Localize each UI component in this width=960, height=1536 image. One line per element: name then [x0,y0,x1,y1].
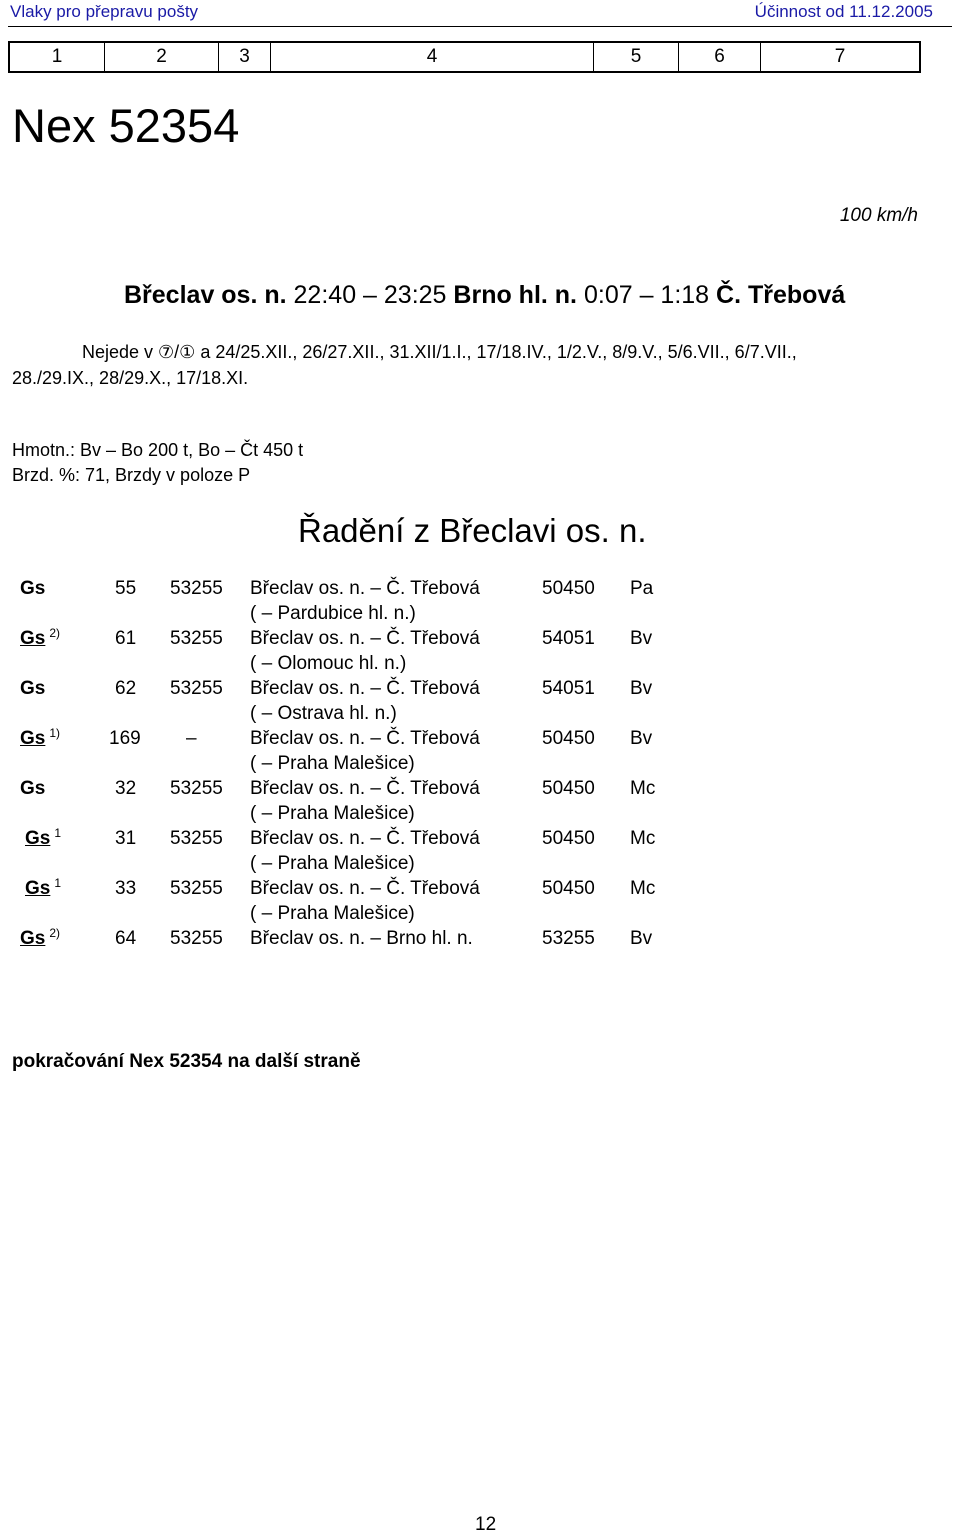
column-number-strip [8,41,921,73]
wagon-type [25,825,62,850]
wagon-type-label: Gs [25,878,51,899]
wagon-route-via: ( – Pardubice hl. n.) [250,603,416,624]
owner-code: Bv [630,928,653,949]
wagon-route: Břeclav os. n. – Č. Třebová [250,628,480,649]
station-code: 54051 [542,678,595,699]
header-divider [8,26,952,27]
column-number: 1 [10,43,105,71]
wagon-type [20,925,61,950]
wagon-route-via: ( – Ostrava hl. n.) [250,703,397,724]
owner-code: Mc [630,778,656,799]
continuing-train: 53255 [170,678,223,699]
train-number: Nex 52354 [12,99,240,152]
footnote-marker: 1 [54,825,62,840]
wagon-count: 55 [115,578,137,599]
composition-title: Řadění z Břeclavi os. n. [298,512,647,549]
wagon-type-label: Gs [20,728,46,749]
page-number: 12 [475,1514,497,1535]
wagon-type-label: Gs [20,778,46,799]
wagon-type-label: Gs [20,928,46,949]
wagon-count: 61 [115,628,137,649]
brake-info: Brzd. %: 71, Brzdy v poloze P [12,465,251,485]
wagon-type [20,778,45,800]
route-via: Brno hl. n. [453,281,578,309]
station-code: 50450 [542,778,595,799]
wagon-type [20,725,61,750]
footnote-marker: 1 [54,875,62,890]
wagon-route: Břeclav os. n. – Č. Třebová [250,578,480,599]
route-destination: Č. Třebová [716,281,846,309]
wagon-route-via: ( – Praha Malešice) [250,903,415,924]
wagon-route: Břeclav os. n. – Č. Třebová [250,778,480,799]
station-code: 50450 [542,578,595,599]
wagon-type-label: Gs [20,578,46,599]
footnote-marker: 2) [49,625,61,640]
column-number: 6 [679,43,761,71]
train-speed: 100 km/h [839,205,918,226]
header-effective-date: Účinnost od 11.12.2005 [754,2,933,21]
wagon-type-label: Gs [20,678,46,699]
wagon-count: 62 [115,678,137,699]
wagon-route: Břeclav os. n. – Č. Třebová [250,678,480,699]
station-code: 50450 [542,828,595,849]
wagon-route-via: ( – Olomouc hl. n.) [250,653,407,674]
not-running-dates-cont: 28./29.IX., 28/29.X., 17/18.XI. [12,368,249,388]
continuing-train: 53255 [170,828,223,849]
owner-code: Mc [630,828,656,849]
column-number: 2 [105,43,219,71]
footnote-marker: 1) [49,725,61,740]
continuing-train: 53255 [170,628,223,649]
wagon-route: Břeclav os. n. – Č. Třebová [250,728,480,749]
wagon-count: 32 [115,778,137,799]
station-code: 54051 [542,628,595,649]
footnote-marker: 2) [49,925,61,940]
column-number: 3 [219,43,271,71]
continuing-train: 53255 [170,778,223,799]
train-route [124,281,845,310]
station-code: 50450 [542,878,595,899]
wagon-route: Břeclav os. n. – Č. Třebová [250,878,480,899]
column-number: 7 [834,46,846,67]
owner-code: Pa [630,578,654,599]
wagon-type-label: Gs [25,828,51,849]
wagon-type [25,875,62,900]
wagon-route: Břeclav os. n. – Č. Třebová [250,828,480,849]
continuing-train: – [186,728,197,749]
owner-code: Bv [630,628,653,649]
owner-code: Mc [630,878,656,899]
wagon-type [20,625,61,650]
wagon-route-via: ( – Praha Malešice) [250,853,415,874]
wagon-type [20,578,45,600]
route-origin: Břeclav os. n. [124,281,287,309]
wagon-route-via: ( – Praha Malešice) [250,803,415,824]
wagon-count: 64 [115,928,137,949]
wagon-route-via: ( – Praha Malešice) [250,753,415,774]
continuing-train: 53255 [170,578,223,599]
wagon-type [20,678,45,700]
station-code: 50450 [542,728,595,749]
continuation-note: pokračování Nex 52354 na další straně [12,1051,361,1072]
wagon-count: 33 [115,878,137,899]
continuing-train: 53255 [170,928,223,949]
column-number: 5 [594,43,679,71]
column-number: 4 [271,43,594,71]
owner-code: Bv [630,678,653,699]
wagon-type-label: Gs [20,628,46,649]
wagon-count: 169 [109,728,141,749]
weight-info: Hmotn.: Bv – Bo 200 t, Bo – Čt 450 t [12,440,304,460]
route-times-1: 22:40 – 23:25 [293,281,447,309]
route-times-2: 0:07 – 1:18 [583,281,710,309]
header-title: Vlaky pro přepravu pošty [10,2,199,21]
continuing-train: 53255 [170,878,223,899]
wagon-count: 31 [115,828,137,849]
station-code: 53255 [542,928,595,949]
not-running-dates: Nejede v ⑦/① a 24/25.XII., 26/27.XII., 31.XII/1.I., 17/18.IV., 1/2.V., 8/9.V., 5/6.VII., 6/7.VII., [82,342,797,362]
owner-code: Bv [630,728,653,749]
wagon-route: Břeclav os. n. – Brno hl. n. [250,928,473,949]
